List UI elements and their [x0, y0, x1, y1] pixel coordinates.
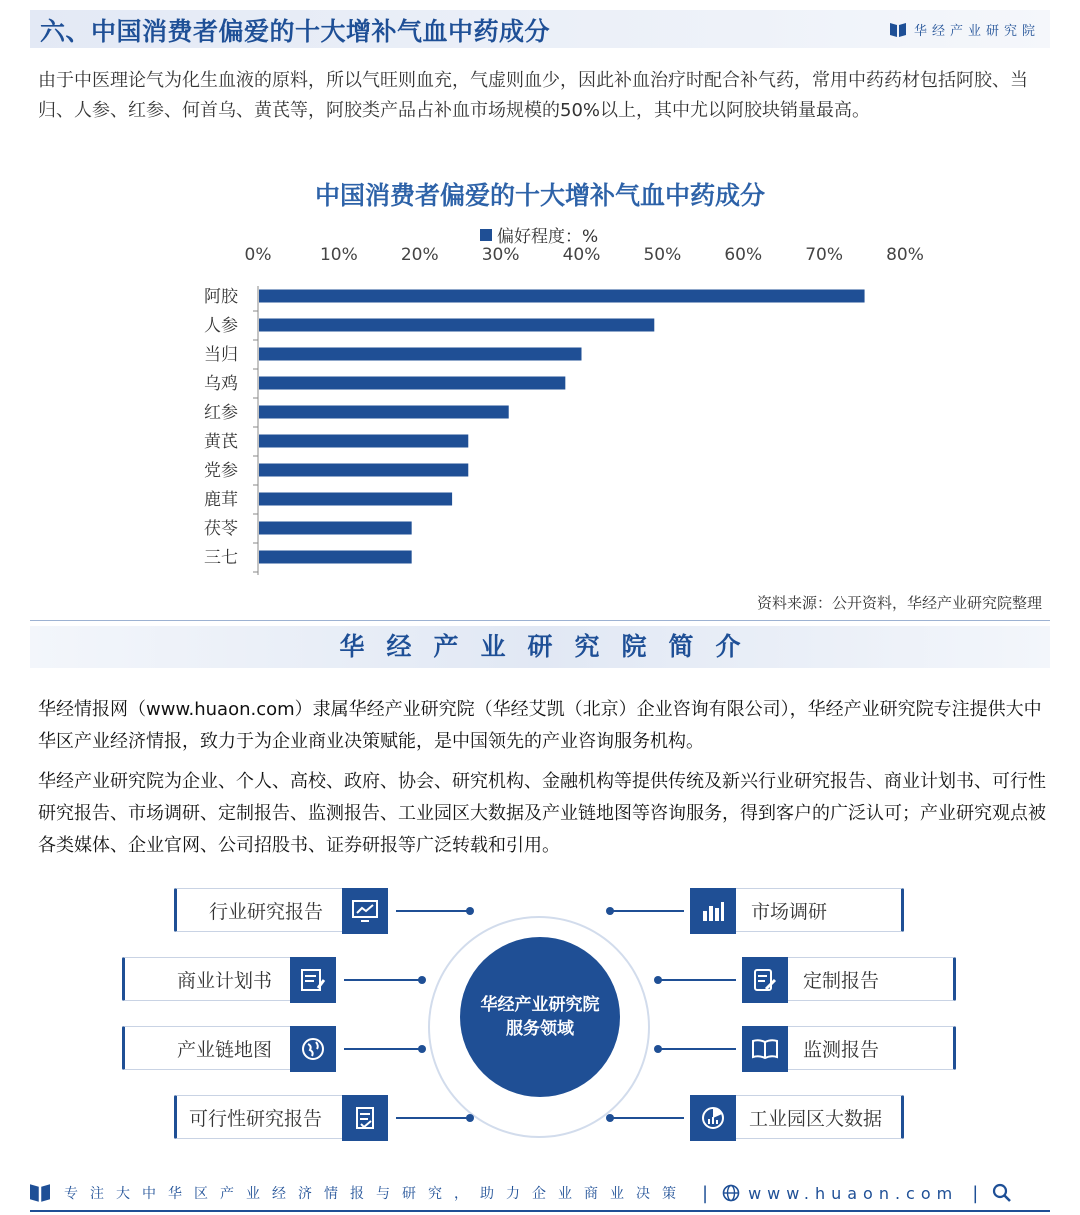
y-category-label: 红参 — [204, 403, 238, 423]
y-category-label: 鹿茸 — [204, 490, 238, 510]
connector-dot — [418, 1045, 426, 1053]
service-custom-report[interactable] — [742, 957, 956, 1001]
service-label: 产业链地图 — [177, 1038, 273, 1061]
globe-icon — [290, 1026, 336, 1072]
profile-title: 华经产业研究院简介 — [30, 626, 1050, 668]
service-label: 市场调研 — [751, 900, 828, 923]
y-category-label: 乌鸡 — [204, 374, 238, 394]
x-tick-label: 0% — [244, 245, 272, 265]
brand-name: 华经产业研究院 — [913, 24, 1040, 39]
x-tick-label: 40% — [562, 245, 601, 265]
y-category-label: 党参 — [204, 461, 238, 481]
bar-黄芪 — [259, 435, 468, 448]
service-industry-chain-map[interactable] — [122, 1026, 336, 1070]
bar-乌鸡 — [259, 377, 565, 390]
plan-document-icon — [290, 957, 336, 1003]
bar-鹿茸 — [259, 493, 452, 506]
y-category-label: 当归 — [204, 345, 238, 365]
x-tick-label: 50% — [643, 245, 682, 265]
connector-line — [612, 910, 684, 912]
services-center — [460, 937, 620, 1097]
connector-dot — [466, 1114, 474, 1122]
chart-title: 中国消费者偏爱的十大增补气血中药成分 — [314, 181, 765, 210]
legend-label: 偏好程度：% — [497, 227, 599, 247]
open-book-icon — [742, 1026, 788, 1072]
globe-icon — [722, 1184, 740, 1202]
service-industrial-park-data[interactable] — [690, 1095, 904, 1139]
pie-chart-icon — [690, 1095, 736, 1141]
x-tick-label: 30% — [481, 245, 520, 265]
bar-党参 — [259, 464, 468, 477]
bar-红参 — [259, 406, 509, 419]
connector-line — [612, 1117, 684, 1119]
y-category-label: 茯苓 — [204, 519, 238, 539]
connector-line — [396, 1117, 468, 1119]
service-feasibility-report[interactable] — [174, 1095, 388, 1139]
service-monitoring-report[interactable] — [742, 1026, 956, 1070]
profile-paragraph-1: 华经情报网（www.huaon.com）隶属华经产业研究院（华经艾凯（北京）企业咨询有限公司），华经产业研究院专注提供大中华区产业经济情报，致力于为企业商业决策赋能，是中国领先的产业咨询服务机构。 — [38, 699, 1042, 752]
section-header — [30, 10, 1050, 48]
bar-chart-icon — [690, 888, 736, 934]
section-divider — [30, 620, 1050, 621]
connector-dot — [418, 976, 426, 984]
chart-source: 资料来源：公开资料，华经产业研究院整理 — [756, 594, 1042, 612]
x-tick-label: 80% — [886, 245, 924, 265]
section-title: 六、中国消费者偏爱的十大增补气血中药成分 — [40, 17, 551, 46]
service-industry-report[interactable] — [174, 888, 388, 932]
bar-chart — [0, 236, 1080, 586]
bar-茯苓 — [259, 522, 412, 535]
connector-line — [396, 910, 468, 912]
service-label: 商业计划书 — [177, 969, 273, 992]
connector-line — [660, 1048, 736, 1050]
connector-line — [344, 1048, 420, 1050]
y-category-label: 黄芪 — [204, 432, 238, 452]
footer — [30, 1178, 1050, 1208]
services-center-line2: 服务领域 — [506, 1019, 574, 1039]
connector-line — [344, 979, 420, 981]
footer-line — [30, 1210, 1050, 1212]
profile-paragraph-2: 华经产业研究院为企业、个人、高校、政府、协会、研究机构、金融机构等提供传统及新兴行业研究报告、商业计划书、可行性研究报告、市场调研、定制报告、监测报告、工业园区大数据及产业链地图等咨询服务，得到客户的广泛认可；产业研究观点被各类媒体、企业官网、公司招股书、证券研报等广泛转载和引用。 — [38, 771, 1046, 856]
y-category-label: 三七 — [204, 548, 238, 568]
report-stack-icon — [342, 1095, 388, 1141]
brand-logo — [890, 20, 1040, 39]
service-label: 工业园区大数据 — [749, 1107, 883, 1130]
service-label: 监测报告 — [803, 1038, 880, 1061]
x-tick-label: 20% — [400, 245, 439, 265]
search-icon[interactable] — [992, 1183, 1012, 1203]
bar-人参 — [259, 319, 654, 332]
connector-dot — [466, 907, 474, 915]
service-label: 可行性研究报告 — [189, 1107, 323, 1130]
y-category-label: 人参 — [204, 316, 238, 336]
footer-separator: | — [702, 1182, 709, 1204]
bar-当归 — [259, 348, 582, 361]
brand-mark-icon — [30, 1183, 50, 1203]
footer-slogan: 专注大中华区产业经济情报与研究，助力企业商业决策 — [64, 1186, 688, 1202]
brand-mark-icon — [890, 22, 906, 38]
bar-阿胶 — [259, 290, 865, 303]
footer-separator: | — [972, 1182, 979, 1204]
connector-line — [660, 979, 736, 981]
bar-三七 — [259, 551, 412, 564]
service-label: 定制报告 — [803, 969, 880, 992]
chart-monitor-icon — [342, 888, 388, 934]
x-tick-label: 10% — [319, 245, 358, 265]
x-tick-label: 60% — [724, 245, 763, 265]
service-market-research[interactable] — [690, 888, 904, 932]
service-label: 行业研究报告 — [209, 900, 324, 923]
footer-website-link[interactable]: www.huaon.com — [748, 1183, 959, 1203]
intro-paragraph: 由于中医理论气为化生血液的原料，所以气旺则血充，气虚则血少，因此补血治疗时配合补气药，常用中药药材包括阿胶、当归、人参、红参、何首乌、黄芪等，阿胶类产品占补血市场规模的50%以上，其中尤以阿胶块销量最高。 — [38, 70, 1028, 121]
services-center-line1: 华经产业研究院 — [480, 995, 600, 1015]
y-category-label: 阿胶 — [204, 287, 238, 307]
service-business-plan[interactable] — [122, 957, 336, 1001]
x-tick-label: 70% — [805, 245, 844, 265]
edit-document-icon — [742, 957, 788, 1003]
